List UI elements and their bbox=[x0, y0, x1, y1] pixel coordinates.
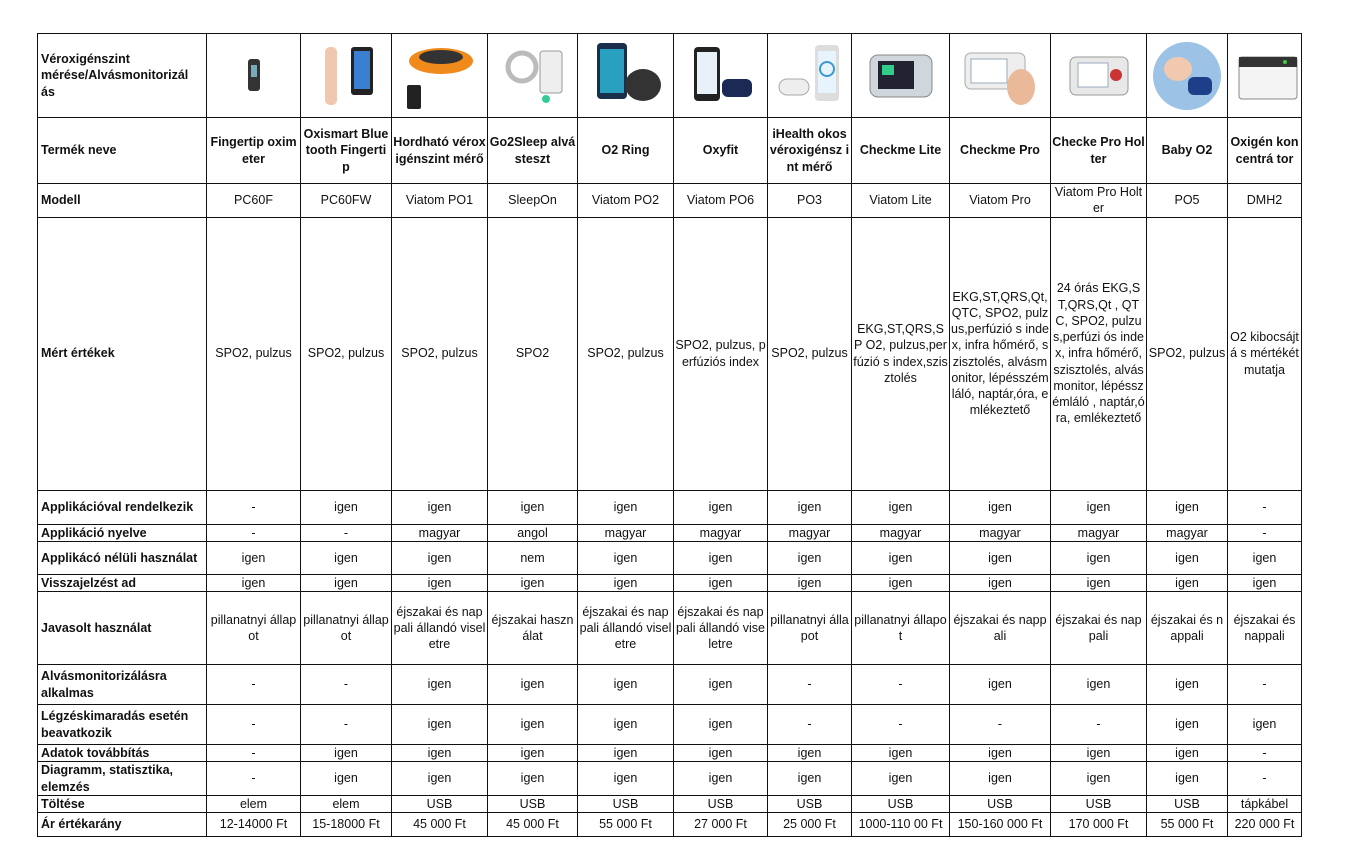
cell-diagram: igen bbox=[852, 762, 950, 796]
image-row bbox=[38, 34, 1302, 118]
cell-sleep: - bbox=[852, 665, 950, 705]
cell-model: DMH2 bbox=[1228, 184, 1302, 218]
product-image-cell bbox=[1147, 34, 1228, 118]
cell-diagram: - bbox=[207, 762, 301, 796]
cell-feedback: igen bbox=[301, 574, 392, 591]
cell-recommended: pillanatnyi állapot bbox=[301, 592, 392, 665]
cell-data_transfer: igen bbox=[768, 745, 852, 762]
cell-app_lang: angol bbox=[488, 524, 578, 541]
cell-app_lang: magyar bbox=[950, 524, 1051, 541]
cell-charging: USB bbox=[852, 795, 950, 812]
product-image-cell bbox=[488, 34, 578, 118]
cell-data_transfer: - bbox=[207, 745, 301, 762]
cell-model: Viatom PO1 bbox=[392, 184, 488, 218]
cell-feedback: igen bbox=[852, 574, 950, 591]
cell-recommended: éjszakai és nappali bbox=[1051, 592, 1147, 665]
cell-data_transfer: igen bbox=[1051, 745, 1147, 762]
row-label: Ár értékarány bbox=[38, 813, 207, 837]
cell-recommended: pillanatnyi állapot bbox=[852, 592, 950, 665]
cell-no_app_use: nem bbox=[488, 541, 578, 574]
cell-no_app_use: igen bbox=[950, 541, 1051, 574]
cell-apnea: - bbox=[207, 705, 301, 745]
product-image-cell bbox=[674, 34, 768, 118]
cell-recommended: éjszakai használat bbox=[488, 592, 578, 665]
cell-measured: EKG,ST,QRS,Qt, QTC, SPO2, pulzus,perfúzió s index, infra hőmérő, szisztolés, alvásmonitor, lépésszémláló, naptár,óra, emlékeztető bbox=[950, 217, 1051, 490]
checkme-lite-photo bbox=[853, 39, 948, 113]
cell-app_lang: magyar bbox=[1051, 524, 1147, 541]
cell-recommended: éjszakai és nappali bbox=[1228, 592, 1302, 665]
cell-feedback: igen bbox=[1228, 574, 1302, 591]
product-image-cell bbox=[207, 34, 301, 118]
cell-feedback: igen bbox=[1051, 574, 1147, 591]
cell-app: igen bbox=[1147, 490, 1228, 524]
row-charging bbox=[38, 795, 1302, 812]
cell-charging: tápkábel bbox=[1228, 795, 1302, 812]
cell-price: 27 000 Ft bbox=[674, 813, 768, 837]
cell-model: Viatom PO2 bbox=[578, 184, 674, 218]
cell-price: 12-14000 Ft bbox=[207, 813, 301, 837]
cell-apnea: igen bbox=[1228, 705, 1302, 745]
cell-charging: USB bbox=[950, 795, 1051, 812]
row-apnea bbox=[38, 705, 1302, 745]
cell-price: 45 000 Ft bbox=[488, 813, 578, 837]
cell-measured: O2 kibocsájtá s mértékét mutatja bbox=[1228, 217, 1302, 490]
cell-price: 45 000 Ft bbox=[392, 813, 488, 837]
cell-app_lang: magyar bbox=[768, 524, 852, 541]
cell-app: igen bbox=[768, 490, 852, 524]
cell-charging: USB bbox=[674, 795, 768, 812]
cell-sleep: - bbox=[301, 665, 392, 705]
cell-price: 150-160 000 Ft bbox=[950, 813, 1051, 837]
cell-charging: USB bbox=[1147, 795, 1228, 812]
cell-app: igen bbox=[1051, 490, 1147, 524]
row-model bbox=[38, 184, 1302, 218]
cell-no_app_use: igen bbox=[578, 541, 674, 574]
cell-model: Viatom Pro bbox=[950, 184, 1051, 218]
cell-apnea: - bbox=[950, 705, 1051, 745]
row-diagram bbox=[38, 762, 1302, 796]
fingertip-oximeter-photo bbox=[208, 39, 299, 113]
cell-diagram: igen bbox=[392, 762, 488, 796]
cell-app: - bbox=[1228, 490, 1302, 524]
row-label: Töltése bbox=[38, 795, 207, 812]
cell-app_lang: magyar bbox=[852, 524, 950, 541]
cell-charging: USB bbox=[578, 795, 674, 812]
cell-name: Oxismart Bluetooth Fingertip bbox=[301, 118, 392, 184]
cell-data_transfer: igen bbox=[674, 745, 768, 762]
cell-measured: SPO2, pulzus bbox=[1147, 217, 1228, 490]
go2sleep-ring-photo bbox=[489, 39, 576, 113]
cell-app: igen bbox=[488, 490, 578, 524]
cell-model: PO3 bbox=[768, 184, 852, 218]
product-image-cell bbox=[392, 34, 488, 118]
cell-model: SleepOn bbox=[488, 184, 578, 218]
cell-price: 220 000 Ft bbox=[1228, 813, 1302, 837]
row-label: Diagramm, statisztika, elemzés bbox=[38, 762, 207, 796]
row-label: Applikációval rendelkezik bbox=[38, 490, 207, 524]
row-no_app_use bbox=[38, 541, 1302, 574]
cell-diagram: igen bbox=[674, 762, 768, 796]
cell-charging: USB bbox=[392, 795, 488, 812]
cell-app_lang: - bbox=[207, 524, 301, 541]
bluetooth-fingertip-photo bbox=[302, 39, 390, 113]
cell-feedback: igen bbox=[392, 574, 488, 591]
cell-name: Baby O2 bbox=[1147, 118, 1228, 184]
cell-model: PO5 bbox=[1147, 184, 1228, 218]
cell-no_app_use: igen bbox=[1051, 541, 1147, 574]
cell-app_lang: magyar bbox=[578, 524, 674, 541]
oxyfit-photo bbox=[675, 39, 766, 113]
product-comparison-table bbox=[37, 33, 1302, 837]
cell-feedback: igen bbox=[578, 574, 674, 591]
cell-measured: SPO2, pulzus bbox=[768, 217, 852, 490]
cell-sleep: igen bbox=[1147, 665, 1228, 705]
cell-diagram: igen bbox=[301, 762, 392, 796]
cell-measured: SPO2, pulzus bbox=[392, 217, 488, 490]
cell-diagram: igen bbox=[1051, 762, 1147, 796]
cell-diagram: igen bbox=[578, 762, 674, 796]
cell-no_app_use: igen bbox=[768, 541, 852, 574]
cell-recommended: éjszakai és nappali bbox=[950, 592, 1051, 665]
cell-sleep: - bbox=[768, 665, 852, 705]
cell-recommended: pillanatnyi állapot bbox=[207, 592, 301, 665]
cell-feedback: igen bbox=[1147, 574, 1228, 591]
oxygen-concentrator-photo bbox=[1229, 39, 1300, 113]
row-sleep bbox=[38, 665, 1302, 705]
cell-app: igen bbox=[674, 490, 768, 524]
cell-name: Checke Pro Holter bbox=[1051, 118, 1147, 184]
product-image-cell bbox=[301, 34, 392, 118]
cell-app_lang: - bbox=[301, 524, 392, 541]
cell-app_lang: - bbox=[1228, 524, 1302, 541]
cell-data_transfer: igen bbox=[392, 745, 488, 762]
cell-measured: SPO2, pulzus bbox=[578, 217, 674, 490]
cell-app: igen bbox=[578, 490, 674, 524]
product-image-cell bbox=[1228, 34, 1302, 118]
cell-data_transfer: igen bbox=[578, 745, 674, 762]
cell-data_transfer: igen bbox=[950, 745, 1051, 762]
row-label: Mért értékek bbox=[38, 217, 207, 490]
row-app bbox=[38, 490, 1302, 524]
cell-no_app_use: igen bbox=[207, 541, 301, 574]
cell-no_app_use: igen bbox=[1228, 541, 1302, 574]
wearable-oximeter-photo bbox=[393, 39, 486, 113]
product-image-cell bbox=[1051, 34, 1147, 118]
row-label: Javasolt használat bbox=[38, 592, 207, 665]
row-app_lang bbox=[38, 524, 1302, 541]
row-label: Visszajelzést ad bbox=[38, 574, 207, 591]
o2-ring-photo bbox=[579, 39, 672, 113]
cell-recommended: pillanatnyi állapot bbox=[768, 592, 852, 665]
row-label: Applikáció nyelve bbox=[38, 524, 207, 541]
cell-sleep: igen bbox=[950, 665, 1051, 705]
cell-data_transfer: igen bbox=[1147, 745, 1228, 762]
cell-price: 15-18000 Ft bbox=[301, 813, 392, 837]
cell-charging: USB bbox=[488, 795, 578, 812]
product-image-cell bbox=[950, 34, 1051, 118]
cell-sleep: igen bbox=[674, 665, 768, 705]
cell-name: Hordható véroxigénszint mérő bbox=[392, 118, 488, 184]
cell-diagram: igen bbox=[950, 762, 1051, 796]
cell-sleep: igen bbox=[392, 665, 488, 705]
cell-no_app_use: igen bbox=[852, 541, 950, 574]
cell-measured: SPO2, pulzus, perfúziós index bbox=[674, 217, 768, 490]
cell-diagram: igen bbox=[488, 762, 578, 796]
ihealth-oximeter-photo bbox=[769, 39, 850, 113]
cell-recommended: éjszakai és nappali állandó viseletre bbox=[578, 592, 674, 665]
cell-app: igen bbox=[852, 490, 950, 524]
cell-feedback: igen bbox=[674, 574, 768, 591]
cell-data_transfer: igen bbox=[852, 745, 950, 762]
cell-price: 55 000 Ft bbox=[578, 813, 674, 837]
cell-apnea: igen bbox=[488, 705, 578, 745]
cell-sleep: - bbox=[1228, 665, 1302, 705]
cell-measured: SPO2 bbox=[488, 217, 578, 490]
cell-no_app_use: igen bbox=[392, 541, 488, 574]
cell-sleep: igen bbox=[1051, 665, 1147, 705]
cell-app: igen bbox=[392, 490, 488, 524]
cell-data_transfer: igen bbox=[488, 745, 578, 762]
cell-model: Viatom Lite bbox=[852, 184, 950, 218]
cell-charging: USB bbox=[768, 795, 852, 812]
cell-name: Fingertip oximeter bbox=[207, 118, 301, 184]
cell-sleep: igen bbox=[578, 665, 674, 705]
cell-diagram: - bbox=[1228, 762, 1302, 796]
cell-apnea: igen bbox=[1147, 705, 1228, 745]
cell-name: Go2Sleep alvásteszt bbox=[488, 118, 578, 184]
cell-name: O2 Ring bbox=[578, 118, 674, 184]
row-measured bbox=[38, 217, 1302, 490]
cell-diagram: igen bbox=[768, 762, 852, 796]
cell-name: Oxyfit bbox=[674, 118, 768, 184]
row-data_transfer bbox=[38, 745, 1302, 762]
cell-recommended: éjszakai és nappali állandó viseletre bbox=[392, 592, 488, 665]
cell-price: 55 000 Ft bbox=[1147, 813, 1228, 837]
cell-recommended: éjszakai és nappali bbox=[1147, 592, 1228, 665]
cell-app_lang: magyar bbox=[392, 524, 488, 541]
cell-measured: SPO2, pulzus bbox=[301, 217, 392, 490]
cell-data_transfer: - bbox=[1228, 745, 1302, 762]
cell-price: 1000-110 00 Ft bbox=[852, 813, 950, 837]
cell-app_lang: magyar bbox=[674, 524, 768, 541]
checke-pro-holter-photo bbox=[1052, 39, 1145, 113]
cell-charging: USB bbox=[1051, 795, 1147, 812]
cell-measured: EKG,ST,QRS,SP O2, pulzus,perfúzió s index,szisztolés bbox=[852, 217, 950, 490]
cell-measured: SPO2, pulzus bbox=[207, 217, 301, 490]
cell-app_lang: magyar bbox=[1147, 524, 1228, 541]
cell-diagram: igen bbox=[1147, 762, 1228, 796]
cell-data_transfer: igen bbox=[301, 745, 392, 762]
header-label: Véroxigénszint mérése/Alvásmonitorizál ás bbox=[38, 34, 207, 118]
cell-measured: 24 órás EKG,ST,QRS,Qt , QTC, SPO2, pulzus,perfúzi ós index, infra hőmérő, szisztolés, alvásmonitor, lépésszémláló , naptár,óra, emlékeztető bbox=[1051, 217, 1147, 490]
product-image-cell bbox=[768, 34, 852, 118]
cell-apnea: - bbox=[768, 705, 852, 745]
cell-apnea: igen bbox=[578, 705, 674, 745]
row-name bbox=[38, 118, 1302, 184]
cell-feedback: igen bbox=[488, 574, 578, 591]
cell-model: PC60F bbox=[207, 184, 301, 218]
cell-app: igen bbox=[950, 490, 1051, 524]
row-price bbox=[38, 813, 1302, 837]
cell-app: - bbox=[207, 490, 301, 524]
cell-feedback: igen bbox=[950, 574, 1051, 591]
cell-model: PC60FW bbox=[301, 184, 392, 218]
cell-name: Checkme Pro bbox=[950, 118, 1051, 184]
cell-charging: elem bbox=[301, 795, 392, 812]
cell-sleep: - bbox=[207, 665, 301, 705]
cell-recommended: éjszakai és nappali állandó viseletre bbox=[674, 592, 768, 665]
cell-charging: elem bbox=[207, 795, 301, 812]
row-label: Légzéskimaradás esetén beavatkozik bbox=[38, 705, 207, 745]
cell-no_app_use: igen bbox=[301, 541, 392, 574]
cell-apnea: igen bbox=[674, 705, 768, 745]
cell-feedback: igen bbox=[768, 574, 852, 591]
cell-app: igen bbox=[301, 490, 392, 524]
row-label: Adatok továbbítás bbox=[38, 745, 207, 762]
cell-no_app_use: igen bbox=[674, 541, 768, 574]
cell-name: iHealth okos véroxigénsz int mérő bbox=[768, 118, 852, 184]
cell-model: Viatom PO6 bbox=[674, 184, 768, 218]
row-label: Modell bbox=[38, 184, 207, 218]
product-image-cell bbox=[578, 34, 674, 118]
row-label: Alvásmonitorizálásra alkalmas bbox=[38, 665, 207, 705]
row-feedback bbox=[38, 574, 1302, 591]
comparison-table-wrapper bbox=[37, 33, 1302, 837]
product-image-cell bbox=[852, 34, 950, 118]
cell-name: Oxigén koncentrá tor bbox=[1228, 118, 1302, 184]
cell-name: Checkme Lite bbox=[852, 118, 950, 184]
baby-o2-photo bbox=[1148, 39, 1226, 113]
checkme-pro-photo bbox=[951, 39, 1049, 113]
row-label: Termék neve bbox=[38, 118, 207, 184]
cell-price: 25 000 Ft bbox=[768, 813, 852, 837]
cell-apnea: - bbox=[1051, 705, 1147, 745]
cell-apnea: - bbox=[301, 705, 392, 745]
row-recommended bbox=[38, 592, 1302, 665]
cell-no_app_use: igen bbox=[1147, 541, 1228, 574]
cell-sleep: igen bbox=[488, 665, 578, 705]
cell-feedback: igen bbox=[207, 574, 301, 591]
cell-apnea: - bbox=[852, 705, 950, 745]
cell-apnea: igen bbox=[392, 705, 488, 745]
row-label: Applikácó nélüli használat bbox=[38, 541, 207, 574]
cell-model: Viatom Pro Holter bbox=[1051, 184, 1147, 218]
cell-price: 170 000 Ft bbox=[1051, 813, 1147, 837]
